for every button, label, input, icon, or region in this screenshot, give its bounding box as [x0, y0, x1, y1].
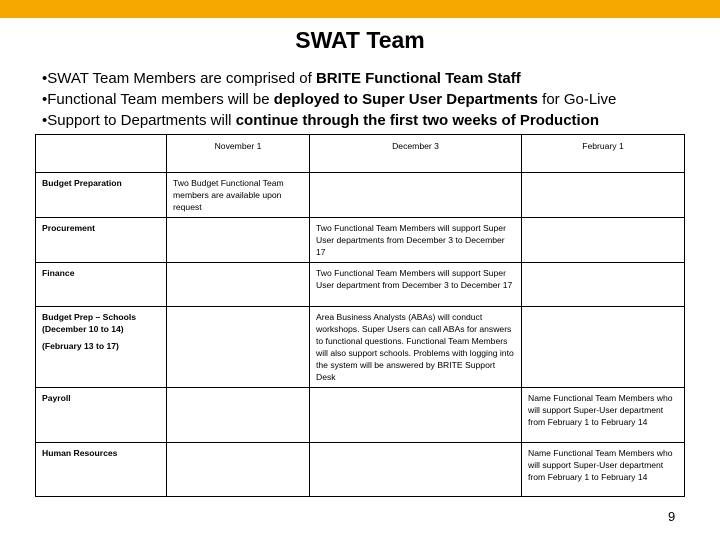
row-label-sub: (February 13 to 17) [42, 341, 119, 351]
table-row [36, 218, 685, 263]
table-row [36, 388, 685, 443]
table-row [36, 307, 685, 388]
bullet-text-end: for Go-Live [537, 91, 617, 108]
header-november-1: November 1 [167, 135, 310, 173]
bullet-text: SWAT Team Members are comprised of [47, 70, 316, 87]
row-label: Human Resources [36, 443, 167, 497]
header-february-1: February 1 [522, 135, 685, 173]
table-cell [522, 307, 685, 388]
bullet-item [42, 89, 712, 110]
swat-schedule-table [35, 134, 685, 497]
table-cell [522, 263, 685, 307]
bullet-bold-text: continue through the first two weeks of Production [235, 112, 600, 129]
slide-title: SWAT Team [295, 27, 425, 53]
table-cell: Name Functional Team Members who will support Super-User department from February 1 to February 14 [522, 443, 685, 497]
bullet-bold-text: deployed to Super User Departments [273, 91, 538, 108]
top-accent-bar [0, 0, 720, 18]
bullet-item [42, 68, 712, 89]
table-cell [522, 173, 685, 218]
table-cell: Two Budget Functional Team members are available upon request [167, 173, 310, 218]
bullet-marker: • [42, 91, 48, 108]
table-cell: Two Functional Team Members will support Super User departments from December 3 to December 17 [310, 218, 522, 263]
table-row [36, 173, 685, 218]
table-cell [522, 218, 685, 263]
table-cell [167, 263, 310, 307]
table-row [36, 443, 685, 497]
bullet-bold-text: BRITE Functional Team Staff [315, 70, 521, 87]
row-label: Payroll [36, 388, 167, 443]
bullet-marker: • [42, 70, 48, 87]
table-cell [310, 173, 522, 218]
header-december-3: December 3 [310, 135, 522, 173]
bullet-text: Functional Team members will be [47, 91, 274, 108]
table-cell [310, 443, 522, 497]
table-cell [167, 388, 310, 443]
row-label [36, 307, 167, 388]
header-corner-cell [36, 135, 167, 173]
table-cell [167, 443, 310, 497]
bullet-list [42, 68, 712, 131]
page-number: 9 [668, 509, 676, 524]
bullet-marker: • [42, 112, 48, 129]
bullet-text: Support to Departments will [47, 112, 236, 129]
table-cell: Area Business Analysts (ABAs) will conduct workshops. Super Users can call ABAs for answers to functional questions. Functional Team Members will also support schools. Problems with logging into the system will be answered by BRITE Support Desk [310, 307, 522, 388]
table-cell: Name Functional Team Members who will support Super-User department from February 1 to February 14 [522, 388, 685, 443]
table-row [36, 263, 685, 307]
row-label: Procurement [36, 218, 167, 263]
row-label: Budget Preparation [36, 173, 167, 218]
table-header-row [36, 135, 685, 173]
table-cell: Two Functional Team Members will support Super User department from December 3 to December 17 [310, 263, 522, 307]
bullet-item [42, 110, 712, 131]
table-cell [167, 218, 310, 263]
row-label-text: Budget Prep – Schools (December 10 to 14) [42, 312, 137, 334]
row-label: Finance [36, 263, 167, 307]
table-cell [167, 307, 310, 388]
table-cell [310, 388, 522, 443]
